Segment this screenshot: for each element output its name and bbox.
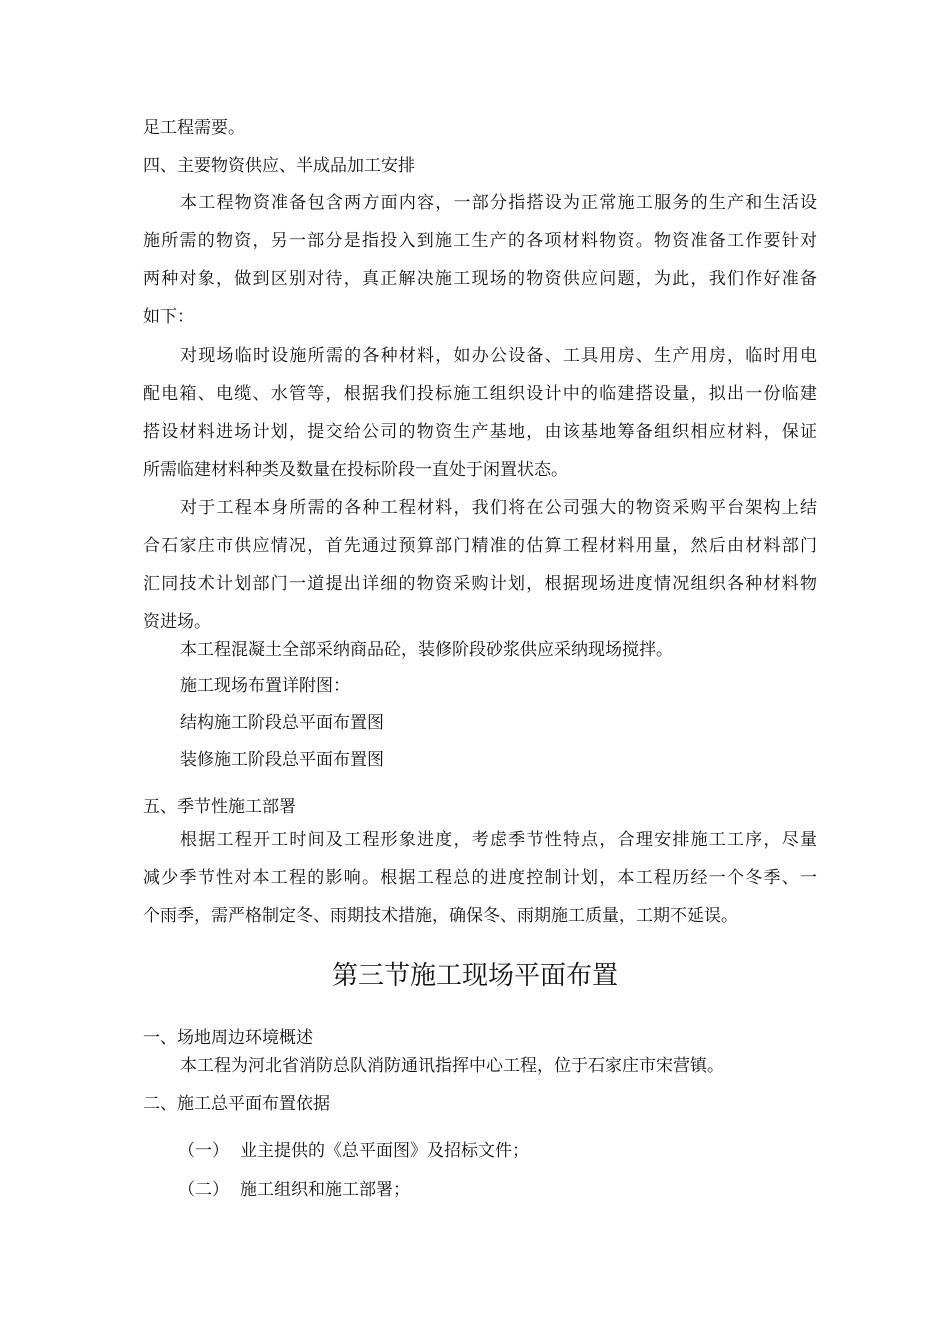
paragraph-line: 对现场临时设施所需的各种材料，如办公设备、工具用房、生产用房，临时用电 bbox=[180, 346, 817, 366]
paragraph-line: 两种对象，做到区别对待，真正解决施工现场的物资供应问题，为此，我们作好准备 bbox=[143, 269, 817, 289]
paragraph-line: 如下： bbox=[143, 307, 194, 327]
paragraph-line: 结构施工阶段总平面布置图 bbox=[180, 713, 384, 733]
paragraph-line: 施所需的物资，另一部分是指投入到施工生产的各项材料物资。物资准备工作要针对 bbox=[143, 231, 817, 251]
paragraph-line: 施工现场布置详附图： bbox=[180, 676, 350, 696]
paragraph-line: 本工程为河北省消防总队消防通讯指挥中心工程，位于石家庄市宋营镇。 bbox=[180, 1056, 724, 1076]
list-item: 业主提供的《总平面图》及招标文件； bbox=[240, 1141, 529, 1161]
paragraph-line: 资进场。 bbox=[143, 612, 211, 632]
subsection-heading: 一、场地周边环境概述 bbox=[143, 1028, 313, 1048]
list-item: 施工组织和施工部署； bbox=[240, 1180, 410, 1200]
paragraph-line: 对于工程本身所需的各种工程材料，我们将在公司强大的物资采购平台架构上结 bbox=[180, 498, 817, 518]
paragraph-line: 配电箱、电缆、水管等，根据我们投标施工组织设计中的临建搭设量，拟出一份临建 bbox=[143, 384, 817, 404]
subsection-heading: 五、季节性施工部署 bbox=[143, 797, 296, 817]
subsection-heading: 四、主要物资供应、半成品加工安排 bbox=[143, 156, 415, 176]
paragraph-line: 根据工程开工时间及工程形象进度，考虑季节性特点，合理安排施工工序，尽量 bbox=[180, 830, 817, 850]
paragraph-line: 本工程混凝土全部采纳商品砼，装修阶段砂浆供应采纳现场搅拌。 bbox=[180, 640, 673, 660]
subsection-heading: 二、施工总平面布置依据 bbox=[143, 1094, 330, 1114]
paragraph-line: 合石家庄市供应情况，首先通过预算部门精准的估算工程材料用量，然后由材料部门 bbox=[143, 536, 817, 556]
list-marker: （二） bbox=[178, 1180, 229, 1200]
paragraph-line: 搭设材料进场计划，提交给公司的物资生产基地，由该基地筹备组织相应材料，保证 bbox=[143, 422, 817, 442]
paragraph-line: 个雨季，需严格制定冬、雨期技术措施，确保冬、雨期施工质量，工期不延误。 bbox=[143, 906, 738, 926]
paragraph-line: 所需临建材料种类及数量在投标阶段一直处于闲置状态。 bbox=[143, 460, 568, 480]
paragraph-line: 本工程物资准备包含两方面内容，一部分指搭设为正常施工服务的生产和生活设 bbox=[180, 193, 817, 213]
paragraph-line: 汇同技术计划部门一道提出详细的物资采购计划，根据现场进度情况组织各种材料物 bbox=[143, 574, 817, 594]
paragraph-line: 足工程需要。 bbox=[143, 118, 245, 138]
list-marker: （一） bbox=[178, 1141, 229, 1161]
paragraph-line: 装修施工阶段总平面布置图 bbox=[180, 750, 384, 770]
paragraph-line: 减少季节性对本工程的影响。根据工程总的进度控制计划，本工程历经一个冬季、一 bbox=[143, 868, 817, 888]
section-title: 第三节施工现场平面布置 bbox=[331, 961, 618, 991]
